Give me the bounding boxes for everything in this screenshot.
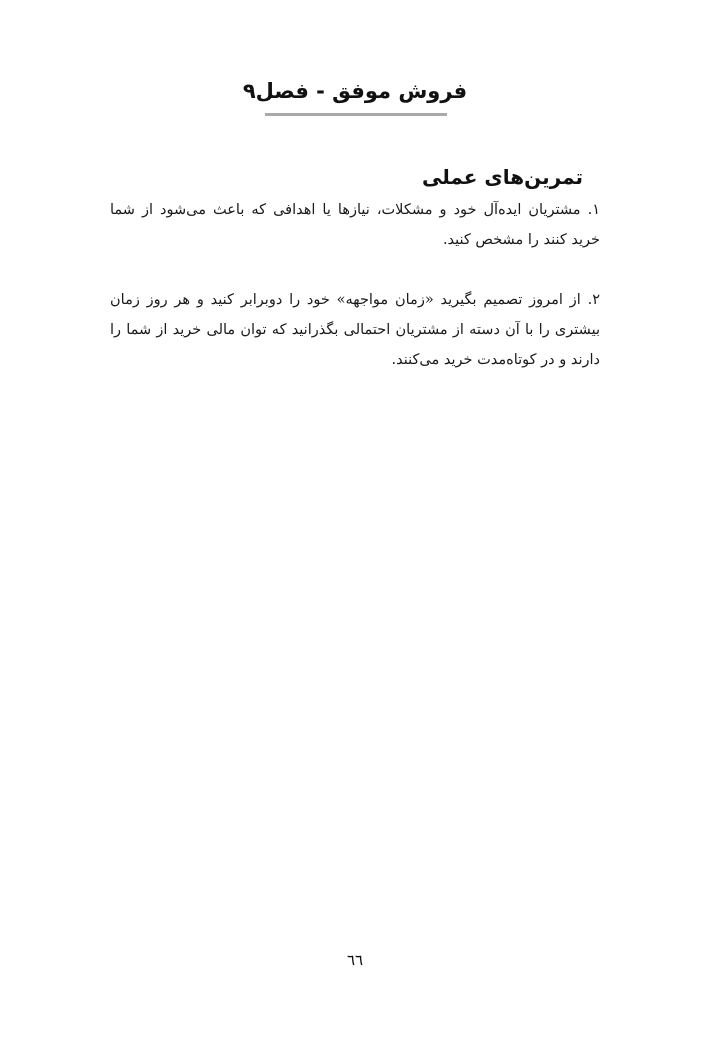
page-number: ٦٦ — [346, 951, 364, 969]
exercise-item-2: ۲. از امروز تصمیم بگیرید «زمان مواجهه» خود را دوبرابر کنید و هر روز زمان بیشتری را با آن دسته از مشتریان احتمالی بگذرانید که توان مالی خرید از شما را دارند و در کوتاه‌مدت خرید می‌کنند. — [110, 292, 600, 368]
chapter-title: فروش موفق - فصل۹ — [242, 79, 468, 103]
header-underline — [265, 113, 447, 116]
section-heading: تمرین‌های عملی — [421, 165, 583, 189]
chapter-header — [0, 74, 710, 108]
exercise-item-1: ۱. مشتریان ایده‌آل خود و مشکلات، نیازها یا اهدافی که باعث می‌شود از شما خرید کنند را مشخص کنید. — [110, 202, 600, 248]
